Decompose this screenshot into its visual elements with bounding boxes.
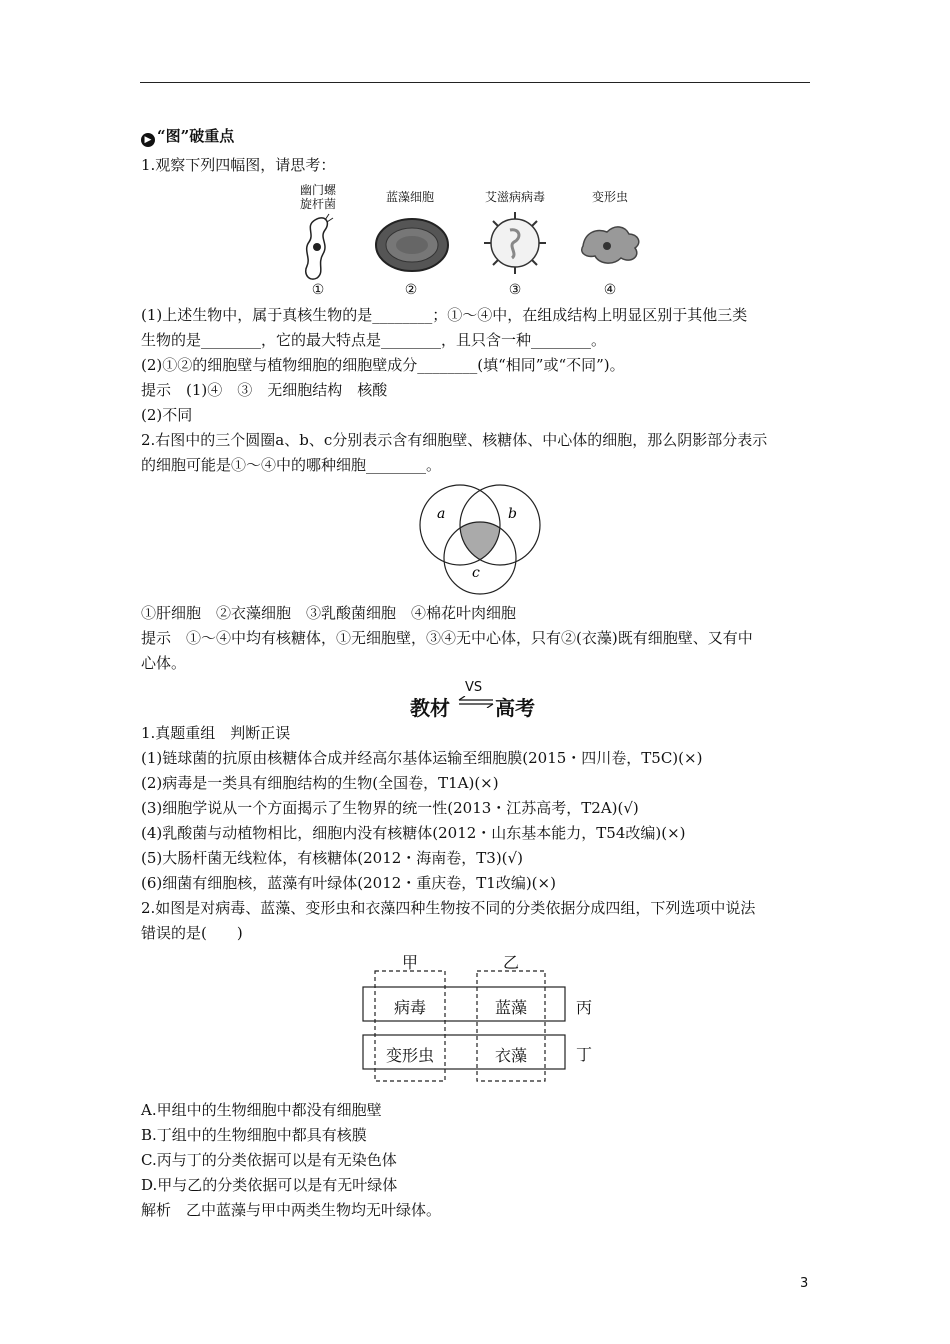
section-title: ▶ “图”破重点 bbox=[141, 126, 234, 147]
venn-label-a: a bbox=[437, 506, 446, 522]
banner-left: 教材 bbox=[410, 696, 450, 720]
real-item-5: (5)大肠杆菌无线粒体，有核糖体(2012・海南卷，T3)(√) bbox=[141, 849, 523, 867]
q1-hint: 提示 (1)④ ③ 无细胞结构 核酸 bbox=[141, 381, 388, 399]
q2-hint-line1: 提示 ①～④中均有核糖体，①无细胞壁，③④无中心体，只有②(衣藻)既有细胞壁、又有中 bbox=[141, 629, 753, 647]
banner-right: 高考 bbox=[495, 696, 535, 720]
organism-2-label: 蓝藻细胞 bbox=[385, 190, 434, 204]
page-number: 3 bbox=[800, 1276, 809, 1291]
group-ding-label: 丁 bbox=[575, 1045, 592, 1064]
q2-stem-line2: 的细胞可能是①～④中的哪种细胞________。 bbox=[141, 456, 442, 474]
real-item-3: (3)细胞学说从一个方面揭示了生物界的统一性(2013・江苏高考，T2A)(√) bbox=[141, 799, 639, 817]
hiv-image bbox=[480, 208, 550, 278]
organism-1-number: ① bbox=[311, 282, 325, 298]
organism-4-label: 变形虫 bbox=[591, 190, 628, 204]
amoeba-image bbox=[575, 220, 645, 270]
option-c: C.丙与丁的分类依据可以是有无染色体 bbox=[141, 1151, 397, 1169]
cyano-cell: 蓝藻 bbox=[494, 998, 527, 1017]
virus-cell: 病毒 bbox=[393, 998, 426, 1017]
organism-1-label: 幽门螺 旋杆菌 bbox=[299, 183, 336, 211]
group-yi-label: 乙 bbox=[502, 953, 519, 972]
option-b: B.丁组中的生物细胞中都具有核膜 bbox=[141, 1126, 367, 1144]
cyanobacteria-image bbox=[372, 215, 452, 275]
q3-stem-line2: 错误的是( ) bbox=[141, 924, 243, 942]
real-title: 1.真题重组 判断正误 bbox=[141, 724, 291, 742]
chlamy-cell: 衣藻 bbox=[494, 1046, 527, 1065]
group-bing-label: 丙 bbox=[575, 998, 592, 1017]
group-jia-label: 甲 bbox=[401, 953, 418, 972]
organism-4-number: ④ bbox=[603, 282, 617, 298]
q3-stem-line1: 2.如图是对病毒、蓝藻、变形虫和衣藻四种生物按不同的分类依据分成四组，下列选项中说法 bbox=[141, 899, 756, 917]
helicobacter-image bbox=[295, 212, 345, 282]
venn-diagram bbox=[410, 480, 550, 595]
option-a: A.甲组中的生物细胞中都没有细胞壁 bbox=[141, 1101, 382, 1119]
q2-stem-line1: 2.右图中的三个圆圈a、b、c分别表示含有细胞壁、核糖体、中心体的细胞，那么阴影部分表示 bbox=[141, 431, 768, 449]
option-d: D.甲与乙的分类依据可以是有无叶绿体 bbox=[141, 1176, 398, 1194]
q2-options: ①肝细胞 ②衣藻细胞 ③乳酸菌细胞 ④棉花叶肉细胞 bbox=[141, 604, 517, 622]
q1-part1-line2: 生物的是________，它的最大特点是________，且只含一种________。 bbox=[141, 331, 607, 349]
double-arrow-icon bbox=[457, 696, 495, 708]
q1-hint-2: (2)不同 bbox=[141, 406, 193, 424]
q1-stem: 1.观察下列四幅图，请思考： bbox=[141, 156, 336, 174]
venn-label-b: b bbox=[508, 506, 517, 522]
amoeba-cell: 变形虫 bbox=[385, 1046, 434, 1065]
real-item-2: (2)病毒是一类具有细胞结构的生物(全国卷，T1A)(×) bbox=[141, 774, 499, 792]
real-item-6: (6)细菌有细胞核，蓝藻有叶绿体(2012・重庆卷，T1改编)(×) bbox=[141, 874, 556, 892]
header-rule bbox=[140, 82, 810, 83]
q2-hint-line2: 心体。 bbox=[141, 654, 187, 672]
organism-3-label: 艾滋病病毒 bbox=[484, 190, 545, 204]
real-item-1: (1)链球菌的抗原由核糖体合成并经高尔基体运输至细胞膜(2015・四川卷，T5C)(×) bbox=[141, 749, 703, 767]
q1-part2: (2)①②的细胞壁与植物细胞的细胞壁成分________(填“相同”或“不同”)。 bbox=[141, 356, 625, 374]
real-item-4: (4)乳酸菌与动植物相比，细胞内没有核糖体(2012・山东基本能力，T54改编)(×) bbox=[141, 824, 686, 842]
q1-part1-line1: (1)上述生物中，属于真核生物的是________；①～④中，在组成结构上明显区别于其他三类 bbox=[141, 306, 748, 324]
organism-2-number: ② bbox=[404, 282, 418, 298]
organism-3-number: ③ bbox=[508, 282, 522, 298]
textbook-vs-exam-banner bbox=[395, 680, 555, 720]
play-arrow-icon: ▶ bbox=[141, 133, 155, 147]
banner-vs: VS bbox=[465, 680, 483, 695]
analysis: 解析 乙中蓝藻与甲中两类生物均无叶绿体。 bbox=[141, 1201, 442, 1219]
venn-label-c: c bbox=[472, 565, 480, 581]
